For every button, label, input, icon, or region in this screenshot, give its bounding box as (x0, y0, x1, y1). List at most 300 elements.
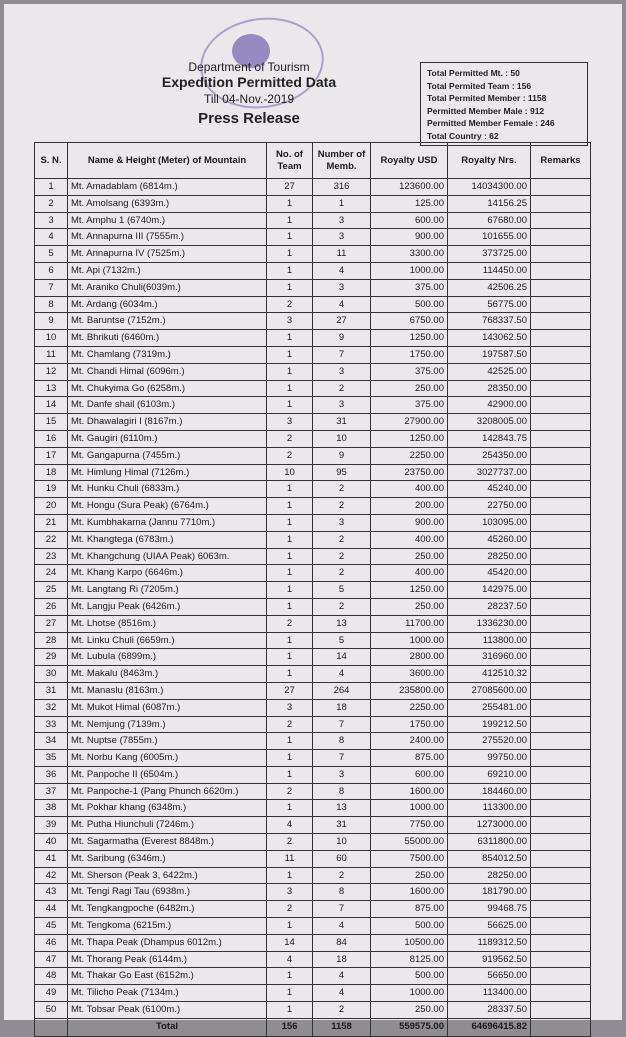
sn-cell: 43 (35, 884, 68, 901)
royalty-nrs-cell: 197587.50 (448, 346, 531, 363)
royalty-nrs-cell: 28337.50 (448, 1002, 531, 1019)
mountain-cell: Mt. Norbu Kang (6005m.) (68, 750, 267, 767)
members-cell: 4 (313, 918, 371, 935)
teams-cell: 1 (267, 246, 313, 263)
total-sn-cell (35, 1018, 68, 1036)
sn-cell: 29 (35, 649, 68, 666)
remarks-cell (531, 716, 591, 733)
royalty-usd-cell: 500.00 (371, 968, 448, 985)
teams-cell: 2 (267, 834, 313, 851)
mountain-cell: Mt. Mukot Himal (6087m.) (68, 699, 267, 716)
royalty-nrs-cell: 28250.00 (448, 548, 531, 565)
mountain-cell: Mt. Thakar Go East (6152m.) (68, 968, 267, 985)
table-row (35, 834, 591, 851)
royalty-nrs-cell: 3027737.00 (448, 464, 531, 481)
mountain-cell: Mt. Danfe shail (6103m.) (68, 397, 267, 414)
sn-cell: 36 (35, 766, 68, 783)
remarks-cell (531, 430, 591, 447)
royalty-usd-cell: 375.00 (371, 363, 448, 380)
table-row (35, 884, 591, 901)
remarks-cell (531, 212, 591, 229)
sn-cell: 28 (35, 632, 68, 649)
total-label: Total (68, 1018, 267, 1036)
sn-cell: 46 (35, 934, 68, 951)
royalty-nrs-cell: 99750.00 (448, 750, 531, 767)
sn-cell: 2 (35, 195, 68, 212)
royalty-usd-cell: 11700.00 (371, 615, 448, 632)
royalty-nrs-cell: 99468.75 (448, 901, 531, 918)
mountain-cell: Mt. Thapa Peak (Dhampus 6012m.) (68, 934, 267, 951)
royalty-nrs-cell: 67680.00 (448, 212, 531, 229)
royalty-usd-cell: 7750.00 (371, 817, 448, 834)
sn-cell: 18 (35, 464, 68, 481)
members-cell: 31 (313, 817, 371, 834)
sn-cell: 45 (35, 918, 68, 935)
members-cell: 316 (313, 179, 371, 196)
total-row (35, 1018, 591, 1036)
table-row (35, 716, 591, 733)
royalty-usd-cell: 500.00 (371, 918, 448, 935)
table-row (35, 968, 591, 985)
royalty-usd-cell: 1600.00 (371, 884, 448, 901)
sn-cell: 7 (35, 279, 68, 296)
teams-cell: 1 (267, 363, 313, 380)
royalty-nrs-cell: 1189312.50 (448, 934, 531, 951)
royalty-nrs-cell: 56625.00 (448, 918, 531, 935)
members-cell: 11 (313, 246, 371, 263)
mountain-cell: Mt. Khang Karpo (6646m.) (68, 565, 267, 582)
royalty-usd-cell: 1000.00 (371, 800, 448, 817)
sn-cell: 35 (35, 750, 68, 767)
members-cell: 3 (313, 514, 371, 531)
royalty-nrs-cell: 919562.50 (448, 951, 531, 968)
document-header (144, 60, 354, 128)
teams-cell: 1 (267, 548, 313, 565)
teams-cell: 27 (267, 179, 313, 196)
table-row (35, 279, 591, 296)
royalty-nrs-cell: 184460.00 (448, 783, 531, 800)
teams-cell: 1 (267, 1002, 313, 1019)
royalty-nrs-cell: 45260.00 (448, 531, 531, 548)
mountain-cell: Mt. Ardang (6034m.) (68, 296, 267, 313)
mountain-cell: Mt. Hunku Chuli (6833m.) (68, 481, 267, 498)
table-row (35, 262, 591, 279)
table-row (35, 934, 591, 951)
members-cell: 14 (313, 649, 371, 666)
members-cell: 3 (313, 397, 371, 414)
royalty-nrs-cell: 142843.75 (448, 430, 531, 447)
sn-cell: 8 (35, 296, 68, 313)
remarks-cell (531, 262, 591, 279)
members-cell: 5 (313, 632, 371, 649)
members-cell: 13 (313, 800, 371, 817)
royalty-usd-cell: 875.00 (371, 901, 448, 918)
teams-cell: 1 (267, 582, 313, 599)
teams-cell: 1 (267, 195, 313, 212)
teams-cell: 1 (267, 632, 313, 649)
sn-cell: 19 (35, 481, 68, 498)
royalty-usd-cell: 2250.00 (371, 447, 448, 464)
teams-cell: 2 (267, 716, 313, 733)
royalty-usd-cell: 1600.00 (371, 783, 448, 800)
sn-cell: 6 (35, 262, 68, 279)
mountain-cell: Mt. Amolsang (6393m.) (68, 195, 267, 212)
mountain-cell: Mt. Chamlang (7319m.) (68, 346, 267, 363)
mountain-cell: Mt. Himlung Himal (7126m.) (68, 464, 267, 481)
mountain-cell: Mt. Chandi Himal (6096m.) (68, 363, 267, 380)
mountain-cell: Mt. Araniko Chuli(6039m.) (68, 279, 267, 296)
royalty-usd-cell: 500.00 (371, 296, 448, 313)
table-row (35, 850, 591, 867)
table-row (35, 867, 591, 884)
mountain-cell: Mt. Bhrikuti (6460m.) (68, 330, 267, 347)
royalty-nrs-cell: 113300.00 (448, 800, 531, 817)
members-cell: 8 (313, 783, 371, 800)
sn-cell: 44 (35, 901, 68, 918)
teams-cell: 1 (267, 330, 313, 347)
sn-cell: 42 (35, 867, 68, 884)
table-row (35, 498, 591, 515)
table-row (35, 918, 591, 935)
teams-cell: 1 (267, 750, 313, 767)
total-teams: 156 (267, 1018, 313, 1036)
remarks-cell (531, 195, 591, 212)
teams-cell: 10 (267, 464, 313, 481)
summary-box (420, 62, 588, 146)
table-row (35, 598, 591, 615)
royalty-nrs-cell: 28237.50 (448, 598, 531, 615)
remarks-cell (531, 666, 591, 683)
teams-cell: 1 (267, 212, 313, 229)
remarks-cell (531, 934, 591, 951)
remarks-cell (531, 548, 591, 565)
members-cell: 2 (313, 565, 371, 582)
mountain-cell: Mt. Khangchung (UIAA Peak) 6063m. (68, 548, 267, 565)
summary-line: Permitted Member Male : 912 (427, 105, 545, 116)
members-cell: 9 (313, 330, 371, 347)
royalty-nrs-cell: 181790.00 (448, 884, 531, 901)
teams-cell: 3 (267, 699, 313, 716)
mountain-cell: Mt. Gaugiri (6110m.) (68, 430, 267, 447)
remarks-cell (531, 951, 591, 968)
royalty-nrs-cell: 69210.00 (448, 766, 531, 783)
royalty-usd-cell: 400.00 (371, 565, 448, 582)
royalty-usd-cell: 2250.00 (371, 699, 448, 716)
royalty-nrs-cell: 275520.00 (448, 733, 531, 750)
remarks-cell (531, 783, 591, 800)
remarks-cell (531, 565, 591, 582)
royalty-usd-cell: 875.00 (371, 750, 448, 767)
royalty-nrs-cell: 42506.25 (448, 279, 531, 296)
column-header-royalty-nrs: Royalty Nrs. (448, 143, 531, 179)
table-row (35, 548, 591, 565)
royalty-usd-cell: 2800.00 (371, 649, 448, 666)
sn-cell: 10 (35, 330, 68, 347)
sn-cell: 30 (35, 666, 68, 683)
teams-cell: 2 (267, 430, 313, 447)
remarks-cell (531, 699, 591, 716)
mountain-cell: Mt. Tengkoma (6215m.) (68, 918, 267, 935)
royalty-usd-cell: 10500.00 (371, 934, 448, 951)
mountain-cell: Mt. Api (7132m.) (68, 262, 267, 279)
mountain-cell: Mt. Kumbhakarna (Jannu 7710m.) (68, 514, 267, 531)
table-row (35, 430, 591, 447)
mountain-cell: Mt. Tengkangpoche (6482m.) (68, 901, 267, 918)
royalty-nrs-cell: 42900.00 (448, 397, 531, 414)
royalty-nrs-cell: 45240.00 (448, 481, 531, 498)
sn-cell: 21 (35, 514, 68, 531)
remarks-cell (531, 246, 591, 263)
teams-cell: 11 (267, 850, 313, 867)
royalty-nrs-cell: 56775.00 (448, 296, 531, 313)
table-row (35, 565, 591, 582)
sn-cell: 39 (35, 817, 68, 834)
remarks-cell (531, 867, 591, 884)
remarks-cell (531, 968, 591, 985)
royalty-usd-cell: 1000.00 (371, 985, 448, 1002)
royalty-nrs-cell: 101655.00 (448, 229, 531, 246)
sn-cell: 49 (35, 985, 68, 1002)
teams-cell: 1 (267, 380, 313, 397)
royalty-usd-cell: 3300.00 (371, 246, 448, 263)
table-row (35, 800, 591, 817)
members-cell: 1 (313, 195, 371, 212)
royalty-usd-cell: 250.00 (371, 1002, 448, 1019)
sn-cell: 1 (35, 179, 68, 196)
table-row (35, 179, 591, 196)
remarks-cell (531, 229, 591, 246)
table-row (35, 733, 591, 750)
table-row (35, 951, 591, 968)
table-row (35, 447, 591, 464)
mountain-cell: Mt. Linku Chuli (6659m.) (68, 632, 267, 649)
teams-cell: 2 (267, 901, 313, 918)
members-cell: 2 (313, 598, 371, 615)
members-cell: 7 (313, 901, 371, 918)
mountain-cell: Mt. Annapurna IV (7525m.) (68, 246, 267, 263)
teams-cell: 1 (267, 918, 313, 935)
remarks-cell (531, 313, 591, 330)
teams-cell: 1 (267, 666, 313, 683)
remarks-cell (531, 582, 591, 599)
royalty-usd-cell: 27900.00 (371, 414, 448, 431)
members-cell: 7 (313, 716, 371, 733)
members-cell: 2 (313, 867, 371, 884)
royalty-usd-cell: 200.00 (371, 498, 448, 515)
royalty-usd-cell: 8125.00 (371, 951, 448, 968)
summary-line: Total Permited Member : 1158 (427, 93, 547, 104)
remarks-cell (531, 834, 591, 851)
teams-cell: 1 (267, 279, 313, 296)
document-date: Till 04-Nov.-2019 (203, 92, 295, 106)
teams-cell: 2 (267, 296, 313, 313)
royalty-nrs-cell: 143062.50 (448, 330, 531, 347)
royalty-nrs-cell: 768337.50 (448, 313, 531, 330)
royalty-usd-cell: 600.00 (371, 766, 448, 783)
royalty-usd-cell: 1250.00 (371, 430, 448, 447)
remarks-cell (531, 901, 591, 918)
sn-cell: 12 (35, 363, 68, 380)
column-header-royalty-usd: Royalty USD (371, 143, 448, 179)
table-row (35, 481, 591, 498)
sn-cell: 24 (35, 565, 68, 582)
members-cell: 5 (313, 582, 371, 599)
members-cell: 2 (313, 531, 371, 548)
members-cell: 3 (313, 229, 371, 246)
royalty-usd-cell: 1750.00 (371, 716, 448, 733)
royalty-usd-cell: 125.00 (371, 195, 448, 212)
remarks-cell (531, 1002, 591, 1019)
sn-cell: 37 (35, 783, 68, 800)
table-row (35, 666, 591, 683)
remarks-cell (531, 649, 591, 666)
members-cell: 27 (313, 313, 371, 330)
teams-cell: 4 (267, 817, 313, 834)
teams-cell: 1 (267, 531, 313, 548)
remarks-cell (531, 514, 591, 531)
royalty-nrs-cell: 14156.25 (448, 195, 531, 212)
teams-cell: 2 (267, 447, 313, 464)
royalty-nrs-cell: 56650.00 (448, 968, 531, 985)
royalty-usd-cell: 1250.00 (371, 582, 448, 599)
column-header-mountain: Name & Height (Meter) of Mountain (68, 143, 267, 179)
members-cell: 7 (313, 346, 371, 363)
remarks-cell (531, 918, 591, 935)
remarks-cell (531, 531, 591, 548)
sn-cell: 20 (35, 498, 68, 515)
table-row (35, 750, 591, 767)
remarks-cell (531, 397, 591, 414)
remarks-cell (531, 800, 591, 817)
members-cell: 4 (313, 985, 371, 1002)
teams-cell: 1 (267, 346, 313, 363)
table-row (35, 313, 591, 330)
mountain-cell: Mt. Pokhar khang (6348m.) (68, 800, 267, 817)
table-row (35, 296, 591, 313)
mountain-cell: Mt. Lubula (6899m.) (68, 649, 267, 666)
mountain-cell: Mt. Makalu (8463m.) (68, 666, 267, 683)
members-cell: 18 (313, 699, 371, 716)
royalty-usd-cell: 23750.00 (371, 464, 448, 481)
remarks-cell (531, 414, 591, 431)
mountain-cell: Mt. Nuptse (7855m.) (68, 733, 267, 750)
members-cell: 4 (313, 666, 371, 683)
table-row (35, 1002, 591, 1019)
members-cell: 4 (313, 296, 371, 313)
mountain-cell: Mt. Sagarmatha (Everest 8848m.) (68, 834, 267, 851)
sn-cell: 13 (35, 380, 68, 397)
teams-cell: 1 (267, 800, 313, 817)
table-row (35, 464, 591, 481)
royalty-nrs-cell: 142975.00 (448, 582, 531, 599)
remarks-cell (531, 380, 591, 397)
sn-cell: 11 (35, 346, 68, 363)
total-members: 1158 (313, 1018, 371, 1036)
teams-cell: 1 (267, 565, 313, 582)
mountain-cell: Mt. Tobsar Peak (6100m.) (68, 1002, 267, 1019)
members-cell: 2 (313, 498, 371, 515)
column-header-members: Number of Memb. (313, 143, 371, 179)
table-row (35, 212, 591, 229)
teams-cell: 4 (267, 951, 313, 968)
members-cell: 264 (313, 682, 371, 699)
table-row (35, 632, 591, 649)
teams-cell: 3 (267, 884, 313, 901)
teams-cell: 1 (267, 766, 313, 783)
teams-cell: 2 (267, 615, 313, 632)
members-cell: 3 (313, 766, 371, 783)
teams-cell: 14 (267, 934, 313, 951)
royalty-nrs-cell: 373725.00 (448, 246, 531, 263)
document-title: Expedition Permitted Data (161, 74, 337, 90)
sn-cell: 50 (35, 1002, 68, 1019)
royalty-usd-cell: 250.00 (371, 867, 448, 884)
teams-cell: 1 (267, 649, 313, 666)
members-cell: 4 (313, 968, 371, 985)
table-row (35, 901, 591, 918)
royalty-nrs-cell: 45420.00 (448, 565, 531, 582)
members-cell: 10 (313, 834, 371, 851)
royalty-nrs-cell: 103095.00 (448, 514, 531, 531)
mountain-cell: Mt. Nemjung (7139m.) (68, 716, 267, 733)
table-row (35, 514, 591, 531)
sn-cell: 23 (35, 548, 68, 565)
remarks-cell (531, 615, 591, 632)
royalty-nrs-cell: 6311800.00 (448, 834, 531, 851)
members-cell: 7 (313, 750, 371, 767)
members-cell: 2 (313, 380, 371, 397)
sn-cell: 5 (35, 246, 68, 263)
mountain-cell: Mt. Thorang Peak (6144m.) (68, 951, 267, 968)
members-cell: 10 (313, 430, 371, 447)
table-row (35, 682, 591, 699)
royalty-usd-cell: 7500.00 (371, 850, 448, 867)
royalty-nrs-cell: 42525.00 (448, 363, 531, 380)
mountain-cell: Mt. Amphu 1 (6740m.) (68, 212, 267, 229)
summary-line: Total Permited Team : 156 (427, 80, 532, 91)
column-header-remarks: Remarks (531, 143, 591, 179)
members-cell: 8 (313, 733, 371, 750)
sn-cell: 40 (35, 834, 68, 851)
members-cell: 3 (313, 212, 371, 229)
table-row (35, 531, 591, 548)
table-row (35, 363, 591, 380)
sn-cell: 32 (35, 699, 68, 716)
royalty-usd-cell: 250.00 (371, 548, 448, 565)
table-row (35, 414, 591, 431)
mountain-cell: Mt. Putha Hiunchuli (7246m.) (68, 817, 267, 834)
sn-cell: 25 (35, 582, 68, 599)
summary-line: Total Country : 62 (427, 130, 499, 141)
sn-cell: 17 (35, 447, 68, 464)
royalty-nrs-cell: 254350.00 (448, 447, 531, 464)
table-row (35, 582, 591, 599)
remarks-cell (531, 346, 591, 363)
department-name: Department of Tourism (188, 60, 310, 74)
table-row (35, 246, 591, 263)
table-row (35, 229, 591, 246)
sn-cell: 48 (35, 968, 68, 985)
table-row (35, 397, 591, 414)
total-royalty-usd: 559575.00 (371, 1018, 448, 1036)
remarks-cell (531, 481, 591, 498)
mountain-cell: Mt. Panpoche-1 (Pang Phunch 6620m.) (68, 783, 267, 800)
table-row (35, 649, 591, 666)
royalty-usd-cell: 375.00 (371, 279, 448, 296)
royalty-usd-cell: 1000.00 (371, 262, 448, 279)
teams-cell: 1 (267, 985, 313, 1002)
remarks-cell (531, 363, 591, 380)
